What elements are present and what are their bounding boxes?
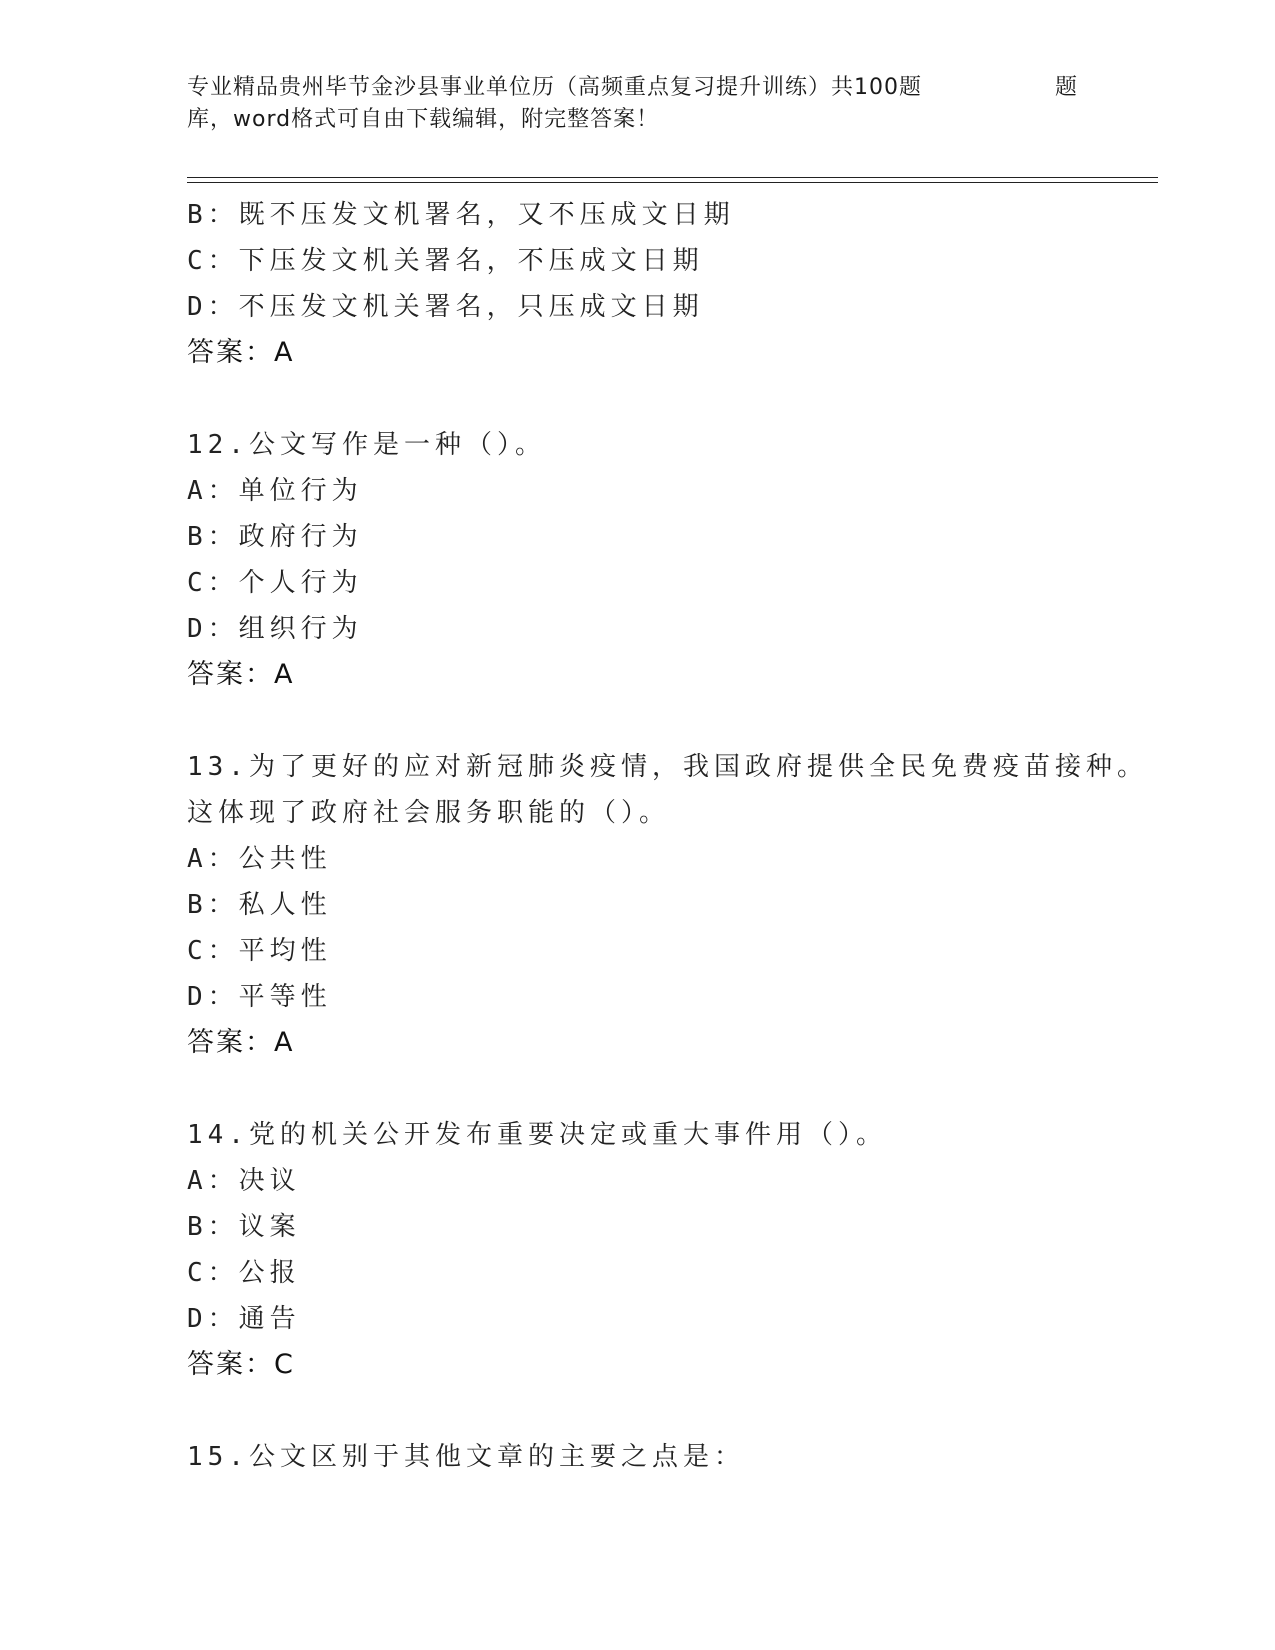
option-b: B：议案	[187, 1212, 301, 1242]
option-a: A：单位行为	[187, 476, 363, 506]
header-title-text: 专业精品贵州毕节金沙县事业单位历（高频重点复习提升训练）共100题	[187, 75, 922, 100]
option-d: D：组织行为	[187, 614, 363, 644]
header-title-tail: 题	[1055, 75, 1079, 100]
page-header	[187, 72, 1087, 136]
question-block-13	[187, 744, 1147, 1066]
option-d: D：平等性	[187, 982, 332, 1012]
question-block-15	[187, 1434, 1147, 1480]
answer-line: 答案：A	[187, 659, 295, 690]
header-title-line-1	[187, 72, 1087, 104]
question-stem: 13.为了更好的应对新冠肺炎疫情，我国政府提供全民免费疫苗接种。	[187, 752, 1148, 782]
spacer	[187, 376, 1147, 422]
spacer	[187, 1388, 1147, 1434]
option-d: D：通告	[187, 1304, 301, 1334]
question-stem: 12.公文写作是一种（）。	[187, 430, 546, 460]
answer-line: 答案：A	[187, 337, 295, 368]
header-rule-top	[187, 177, 1158, 178]
question-stem: 15.公文区别于其他文章的主要之点是：	[187, 1442, 745, 1472]
option-b: B：私人性	[187, 890, 332, 920]
option-c: C：个人行为	[187, 568, 363, 598]
option-c: C：平均性	[187, 936, 332, 966]
option-c: C：公报	[187, 1258, 301, 1288]
header-rule-bottom	[187, 182, 1158, 183]
option-a: A：公共性	[187, 844, 332, 874]
option-b: B：政府行为	[187, 522, 363, 552]
header-title-line-2: 库，word格式可自由下载编辑，附完整答案！	[187, 107, 660, 132]
question-block-14	[187, 1112, 1147, 1388]
question-stem-continued: 这体现了政府社会服务职能的（）。	[187, 798, 671, 828]
spacer	[187, 1066, 1147, 1112]
option-a: A：决议	[187, 1166, 301, 1196]
answer-line: 答案：C	[187, 1349, 295, 1380]
option-d: D：不压发文机关署名，只压成文日期	[187, 292, 704, 322]
document-body	[187, 192, 1147, 1480]
spacer	[187, 698, 1147, 744]
option-b: B：既不压发文机署名，又不压成文日期	[187, 200, 735, 230]
option-c: C：下压发文机关署名，不压成文日期	[187, 246, 704, 276]
question-block-prev	[187, 192, 1147, 376]
question-block-12	[187, 422, 1147, 698]
question-stem: 14.党的机关公开发布重要决定或重大事件用（）。	[187, 1120, 887, 1150]
answer-line: 答案：A	[187, 1027, 295, 1058]
